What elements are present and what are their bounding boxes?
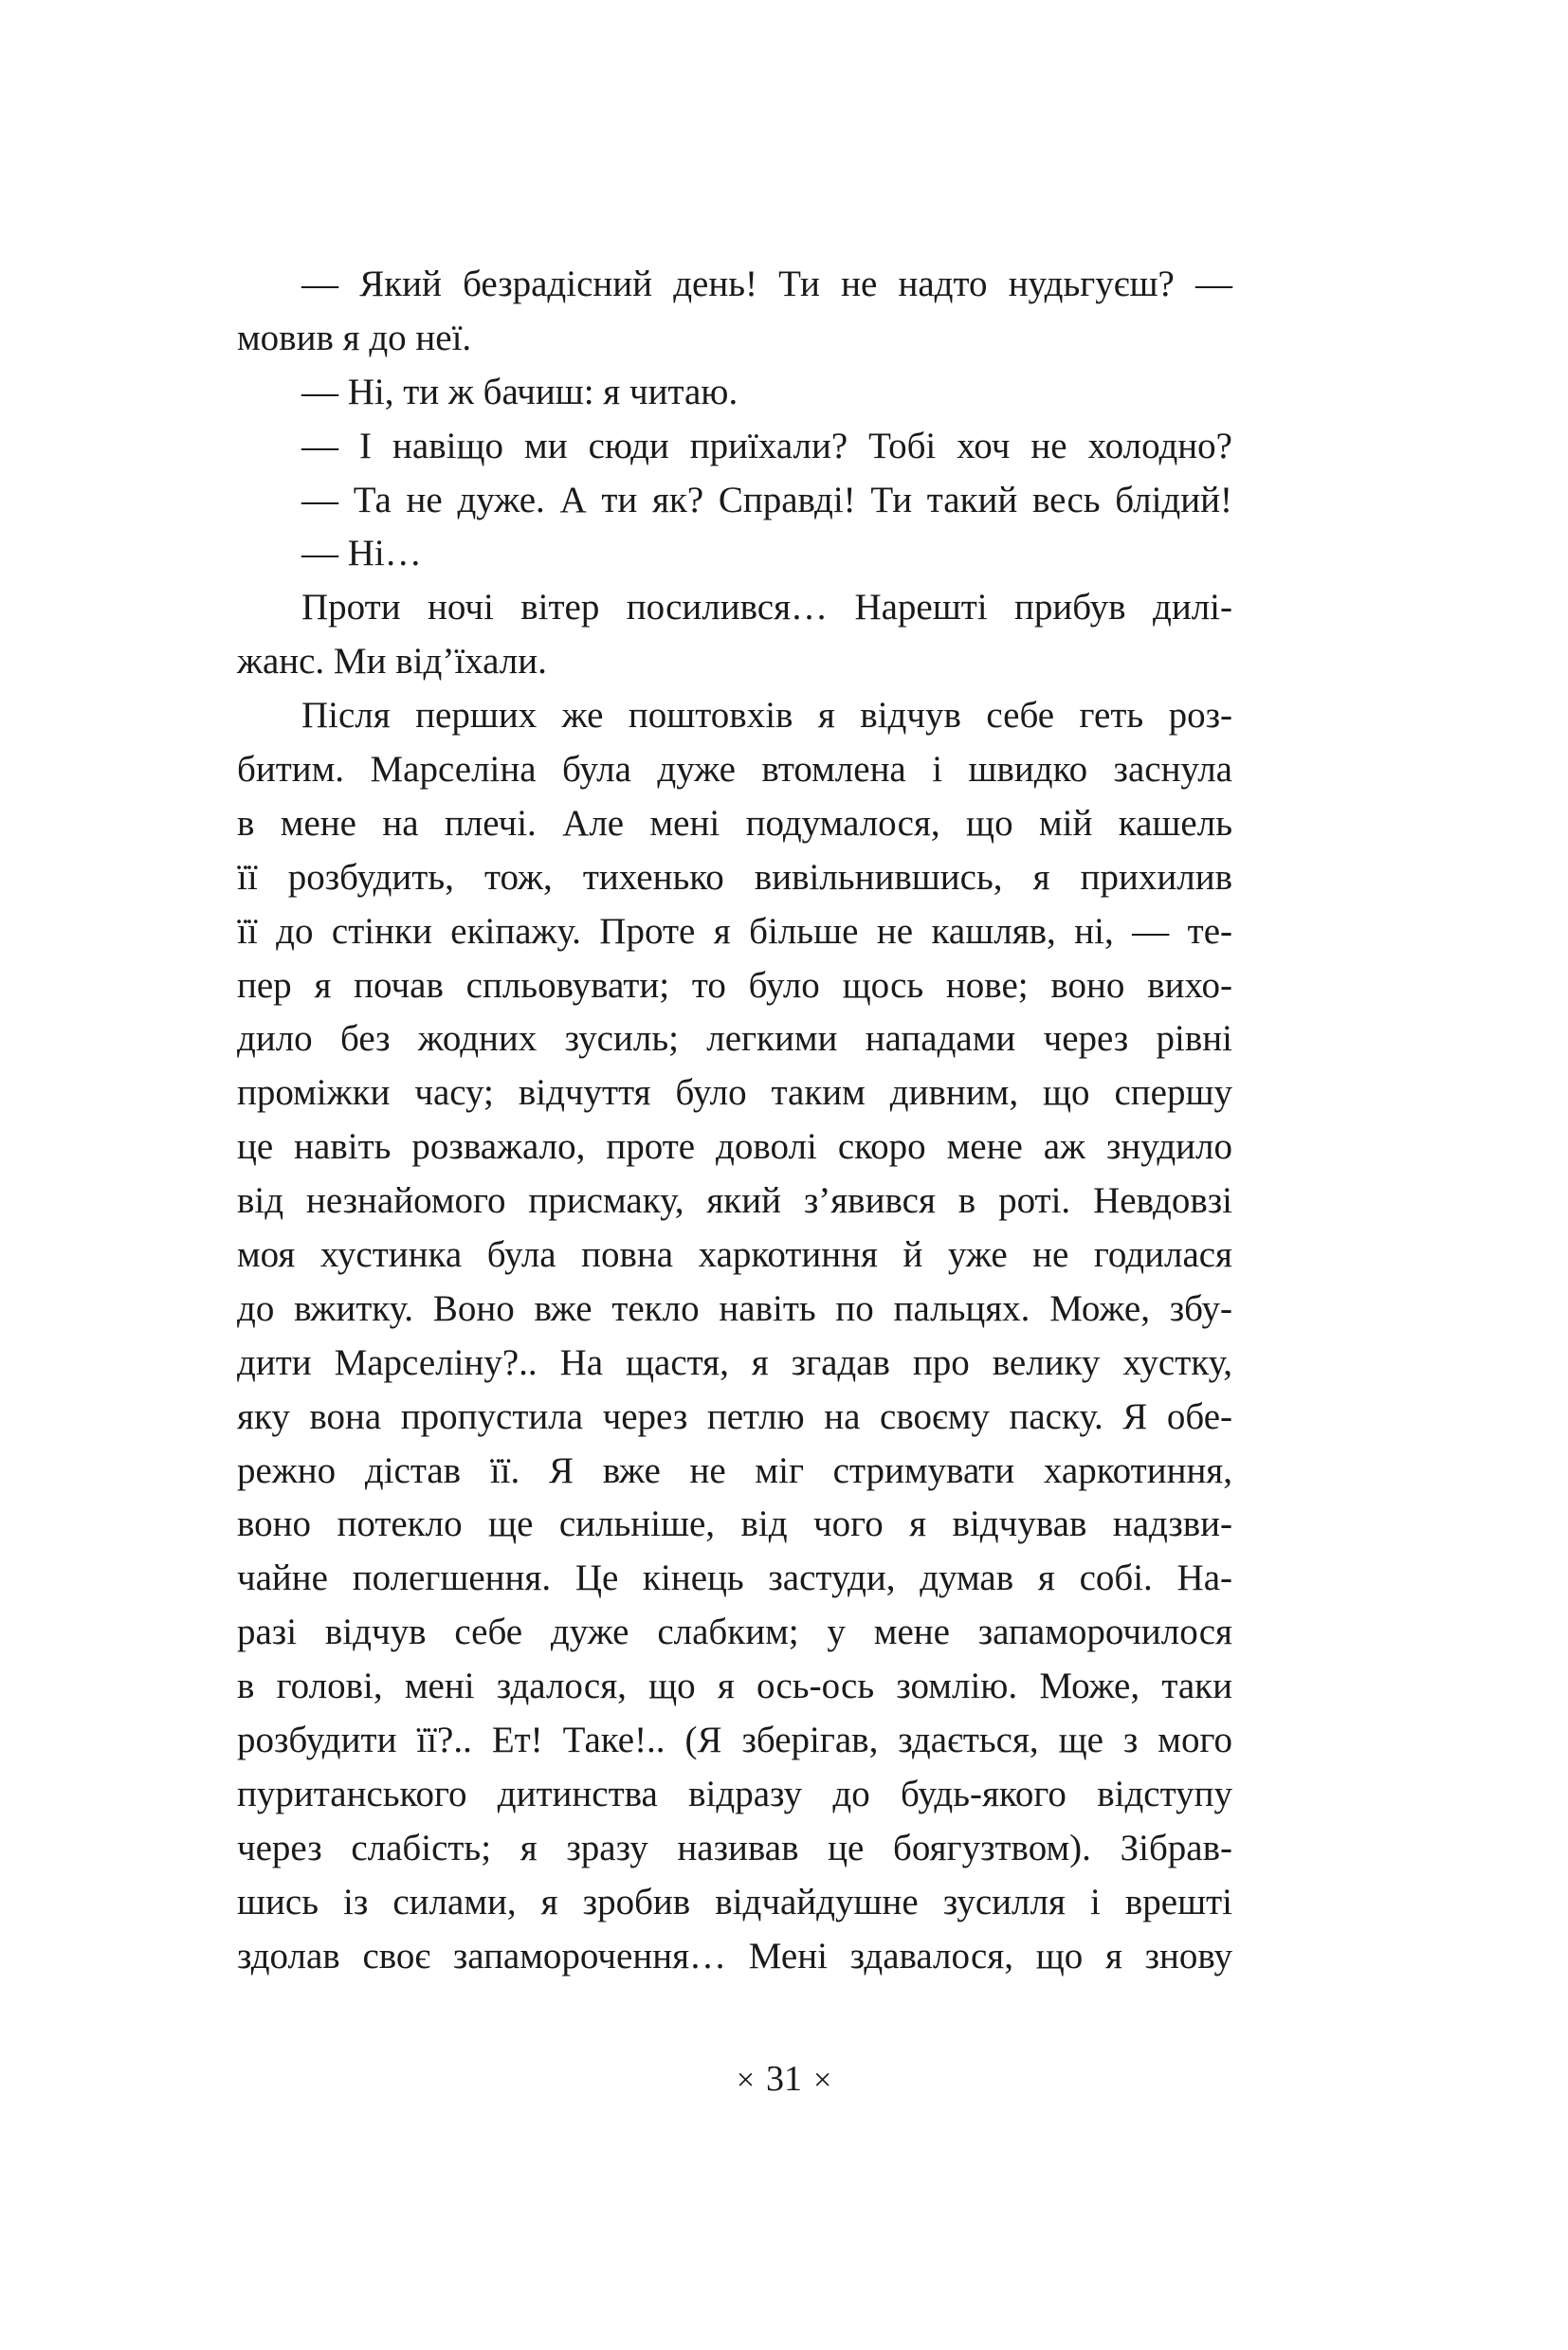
page-number-footer: [0, 2055, 1568, 2104]
text-line: це навіть розважало, проте доволі скоро мене аж знудило: [237, 1126, 1232, 1168]
text-line: — Та не дуже. А ти як? Справді! Ти такий весь блідий!: [301, 479, 1232, 520]
text-line: в мене на плечі. Але мені подумалося, що мій кашель: [237, 802, 1232, 844]
body-text: [237, 258, 1232, 1984]
text-line: через слабість; я зразу називав це боягузтвом). Зібрав-: [237, 1827, 1232, 1868]
text-line: в голові, мені здалося, що я ось-ось зомлію. Може, таки: [237, 1666, 1232, 1707]
text-line: шись із силами, я зробив відчайдушне зусилля і врешті: [237, 1881, 1232, 1922]
text-line: пуританського дитинства відразу до будь-якого відступу: [237, 1773, 1232, 1814]
text-line: режно дістав її. Я вже не міг стримувати харкотиння,: [237, 1449, 1232, 1491]
text-line: здолав своє запаморочення… Мені здавалося, що я знову: [237, 1935, 1232, 1977]
text-line: Проти ночі вітер посилився… Нарешті прибув дилі-: [301, 587, 1232, 628]
text-line: воно потекло ще сильніше, від чого я відчував надзви-: [237, 1503, 1232, 1545]
text-line: проміжки часу; відчуття було таким дивним, що спершу: [237, 1072, 1232, 1114]
folio-ornament-left: ×: [736, 2063, 755, 2098]
text-line: разі відчув себе дуже слабким; у мене запаморочилося: [237, 1612, 1232, 1653]
text-line: пер я почав спльовувати; то було щось нове; воно вихо-: [237, 964, 1232, 1006]
text-line: дило без жодних зусиль; легкими нападами через рівні: [237, 1018, 1232, 1060]
page-number: 31: [766, 2059, 802, 2099]
text-line: битим. Марселіна була дуже втомлена і швидко заснула: [237, 749, 1232, 791]
folio-ornament-right: ×: [813, 2063, 832, 2098]
text-line: її до стінки екіпажу. Проте я більше не кашляв, ні, — те-: [237, 910, 1232, 952]
text-line: чайне полегшення. Це кінець застуди, думав я собі. На-: [237, 1558, 1232, 1599]
text-line: моя хустинка була повна харкотиння й уже не годилася: [237, 1234, 1232, 1276]
text-line: — Ні, ти ж бачиш: я читаю.: [301, 371, 738, 412]
text-line: дити Марселіну?.. На щастя, я згадав про велику хустку,: [237, 1341, 1232, 1383]
text-line: Після перших же поштовхів я відчув себе геть роз-: [301, 695, 1232, 737]
text-line: — І навіщо ми сюди приїхали? Тобі хоч не холодно?: [301, 425, 1232, 466]
text-line: розбудити її?.. Ет! Таке!.. (Я зберігав, здається, ще з мого: [237, 1720, 1232, 1761]
text-line: від незнайомого присмаку, який з’явився в роті. Невдовзі: [237, 1180, 1232, 1222]
text-line: яку вона пропустила через петлю на своєму паску. Я обе-: [237, 1395, 1232, 1437]
text-line: — Ні…: [301, 533, 422, 574]
text-line: до вжитку. Воно вже текло навіть по пальцях. Може, збу-: [237, 1287, 1232, 1329]
text-line: мовив я до неї.: [237, 317, 472, 358]
text-line: — Який безрадісний день! Ти не надто нудьгуєш? —: [301, 264, 1232, 304]
text-line: жанс. Ми від’їхали.: [237, 641, 547, 683]
text-line: її розбудить, тож, тихенько вивільнившись, я прихилив: [237, 856, 1232, 898]
